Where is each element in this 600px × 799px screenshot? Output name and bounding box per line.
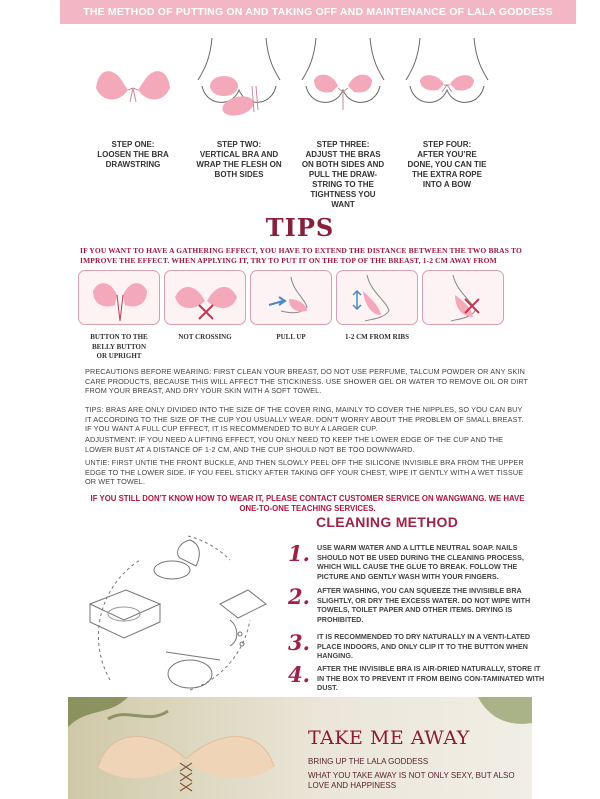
step-two-label: STEP TWO: VERTICAL BRA AND WRAP THE FLESH ON BOTH SIDES — [196, 140, 282, 179]
tip-label-1: BUTTON TO THE BELLY BUTTON OR UPRIGHT — [90, 333, 148, 360]
untie-paragraph: UNTIE: FIRST UNTIE THE FRONT BUCKLE, AND THEN SLOWLY PEEL OFF THE SILICONE INVISIBLE BRA FROM THE UPPER EDGE TO THE LOWER SIDE. IF YOU FEEL STICKY AFTER TAKING OFF YOUR CHEST, WIPE IT GENTLY WITH A WET TISSUE OR WET TOWEL. — [85, 458, 524, 487]
step-two-illustration — [184, 30, 294, 140]
tip-box-button-to-belly — [78, 270, 160, 325]
cleaning-step-3-number: 3. — [288, 630, 310, 655]
tip-box-pull-up — [250, 270, 332, 325]
step-one-label: STEP ONE: LOOSEN THE BRA DRAWSTRING — [97, 140, 169, 169]
tips-title: TIPS — [265, 213, 335, 242]
precautions-paragraph: PRECAUTIONS BEFORE WEARING: FIRST CLEAN YOUR BREAST, DO NOT USE PERFUME, TALCUM POWDER OR ANY SKIN CARE PRODUCTS, BECAUSE THIS WILL AFFECT THE STICKINESS. USE SHOWER GEL OR WATER TO REMOVE OIL OR DIRT FROM YOUR BREAST, AND DRY YOUR SKIN WITH A SOFT TOWEL. — [85, 367, 528, 396]
steps-section — [0, 30, 600, 210]
step-two — [184, 30, 294, 210]
footer-subtitle: BRING UP THE LALA GODDESS — [308, 757, 429, 766]
cleaning-step-1-number: 1. — [288, 541, 310, 566]
step-three — [288, 30, 398, 210]
step-four-label: STEP FOUR: AFTER YOU’RE DONE, YOU CAN TIE THE EXTRA ROPE INTO A BOW — [407, 140, 487, 189]
cleaning-step-1-text: USE WARM WATER AND A LITTLE NEUTRAL SOAP. NAILS SHOULD NOT BE USED DURING THE CLEANING PROCESS, WHICH WILL CAUSE THE GLUE TO BREAK. FOLLOW THE PICTURE AND GENTLY WASH WITH YOUR FINGERS. — [317, 543, 524, 581]
tip-label-2: NOT CROSSING — [178, 333, 232, 341]
tip-box-ribs — [336, 270, 418, 325]
cleaning-step-3-text: IT IS RECOMMENDED TO DRY NATURALLY IN A VENTI-LATED PLACE INDOORS, AND ONLY CLIP IT TO THE BUTTON WHEN HANGING. — [317, 632, 531, 661]
step-four — [392, 30, 502, 210]
step-three-illustration — [288, 30, 398, 140]
cleaning-step-2-text: AFTER WASHING, YOU CAN SQUEEZE THE INVISIBLE BRA SLIGHTLY, OR DRY THE EXCESS WATER. DO NOT WIPE WITH TOWELS, TOILET PAPER AND OTHER ITEMS. DRYING IS PROHIBITED. — [317, 586, 531, 624]
step-one-illustration — [78, 30, 188, 140]
contact-note: IF YOU STILL DON’T KNOW HOW TO WEAR IT, PLEASE CONTACT CUSTOMER SERVICE ON WANGWANG. WE HAVE ONE-TO-ONE TEACHING SERVICES. — [90, 494, 525, 513]
tips-paragraph: TIPS: BRAS ARE ONLY DIVIDED INTO THE SIZE OF THE COVER RING, MAINLY TO COVER THE NIPPLES, SO YOU CAN BUY IT ACCORDING TO THE SIZE OF THE CUP YOU USUALLY WEAR. DON’T WORRY ABOUT THE PROBLEM OF SMALL BREAST. IF YOU WANT A FULL CUP EFFECT, IT IS RECOMMENDED TO BUY A LARGER CUP. — [85, 405, 524, 434]
tip-box-not-crossing — [164, 270, 246, 325]
tips-illustrations — [0, 270, 600, 360]
adjustment-paragraph: ADJUSTMENT: IF YOU NEED A LIFTING EFFECT, YOU ONLY NEED TO KEEP THE LOWER EDGE OF THE CUP AND THE LOWER BUST AT A DISTANCE OF 1-2 CM, AND THE CUP SHOULD NOT BE TOO DOWNWARD. — [85, 435, 504, 454]
footer-tagline: WHAT YOU TAKE AWAY IS NOT ONLY SEXY, BUT ALSO LOVE AND HAPPINESS — [308, 771, 515, 790]
cleaning-step-2-number: 2. — [288, 584, 310, 609]
tip-label-3: PULL UP — [276, 333, 306, 341]
step-one — [78, 30, 188, 210]
page-banner: THE METHOD OF PUTTING ON AND TAKING OFF AND MAINTENANCE OF LALA GODDESS — [60, 0, 576, 24]
footer-title: TAKE ME AWAY — [308, 727, 470, 749]
cleaning-step-4-text: AFTER THE INVISIBLE BRA IS AIR-DRIED NATURALLY, STORE IT IN THE BOX TO PREVENT IT FROM BEING CON-TAMINATED WITH DUST. — [317, 664, 545, 693]
cleaning-illustration — [70, 530, 280, 700]
cleaning-step-4-number: 4. — [288, 662, 310, 687]
cleaning-title: CLEANING METHOD — [316, 514, 459, 530]
tip-label-4: 1-2 CM FROM RIBS — [345, 333, 409, 341]
tip-box-wrong — [422, 270, 504, 325]
footer-banner — [68, 697, 532, 799]
step-four-illustration — [392, 30, 502, 140]
tips-subtitle: IF YOU WANT TO HAVE A GATHERING EFFECT, YOU HAVE TO EXTEND THE DISTANCE BETWEEN THE TWO BRAS TO IMPROVE THE EFFECT. WHEN APPLYING IT, TRY TO PUT IT ON THE TOP OF THE BREAST, 1-2 CM AWAY FROM — [80, 246, 522, 265]
step-three-label: STEP THREE: ADJUST THE BRAS ON BOTH SIDES AND PULL THE DRAW- STRING TO THE TIGHTNESS YOU WANT — [301, 140, 385, 209]
